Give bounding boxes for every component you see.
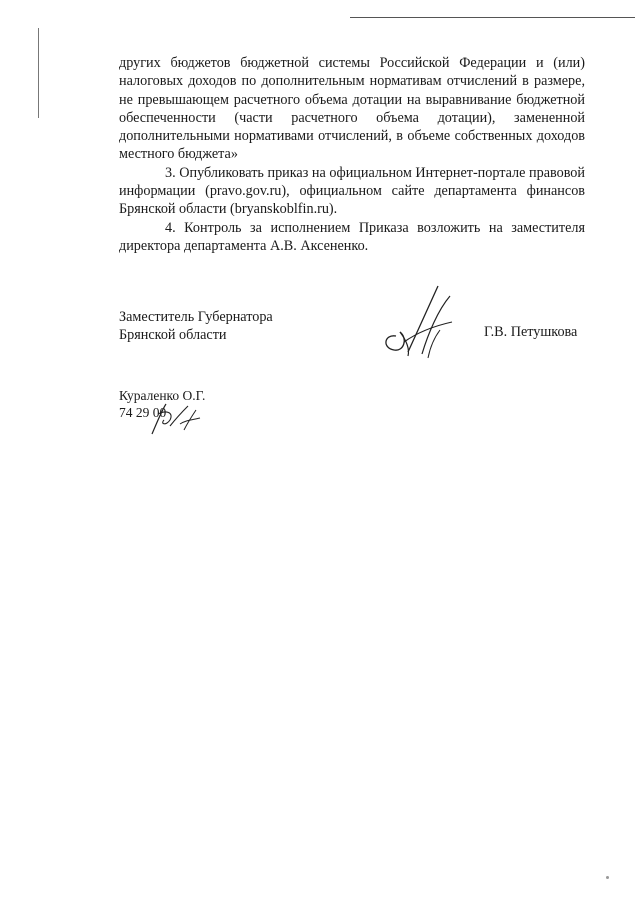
scan-speck — [606, 876, 609, 879]
executor-name: Кураленко О.Г. — [119, 388, 206, 403]
paragraph-control: 4. Контроль за исполнением Приказа возложить на заместителя директора департамента А.В. Аксененко. — [119, 219, 585, 254]
top-rule — [350, 17, 635, 18]
signatory-title-line1: Заместитель Губернатора — [119, 309, 273, 325]
signatory-title — [119, 308, 273, 345]
executor-phone: 74 29 00 — [119, 405, 167, 420]
paragraph-publish: 3. Опубликовать приказ на официальном Интернет-портале правовой информации (pravo.gov.ru), официальном сайте департамента финансов Брянской области (bryanskoblfin.ru). — [119, 164, 585, 218]
handwritten-initials — [148, 400, 204, 440]
signatory-title-line2: Брянской области — [119, 327, 227, 344]
handwritten-signature — [378, 282, 462, 360]
signatory-name: Г.В. Петушкова — [484, 324, 578, 340]
document-body — [119, 54, 585, 255]
paragraph-continuation: других бюджетов бюджетной системы Российской Федерации и (или) налоговых доходов по дополнительным нормативам отчислений в размере, не превышающем расчетного объема дотации на выравнивание бюджетной обеспеченности (части расчетного объема дотации), замененной дополнительными нормативами отчислений, в объеме собственных доходов местного бюджета» — [119, 55, 585, 163]
margin-scan-line — [38, 28, 39, 118]
